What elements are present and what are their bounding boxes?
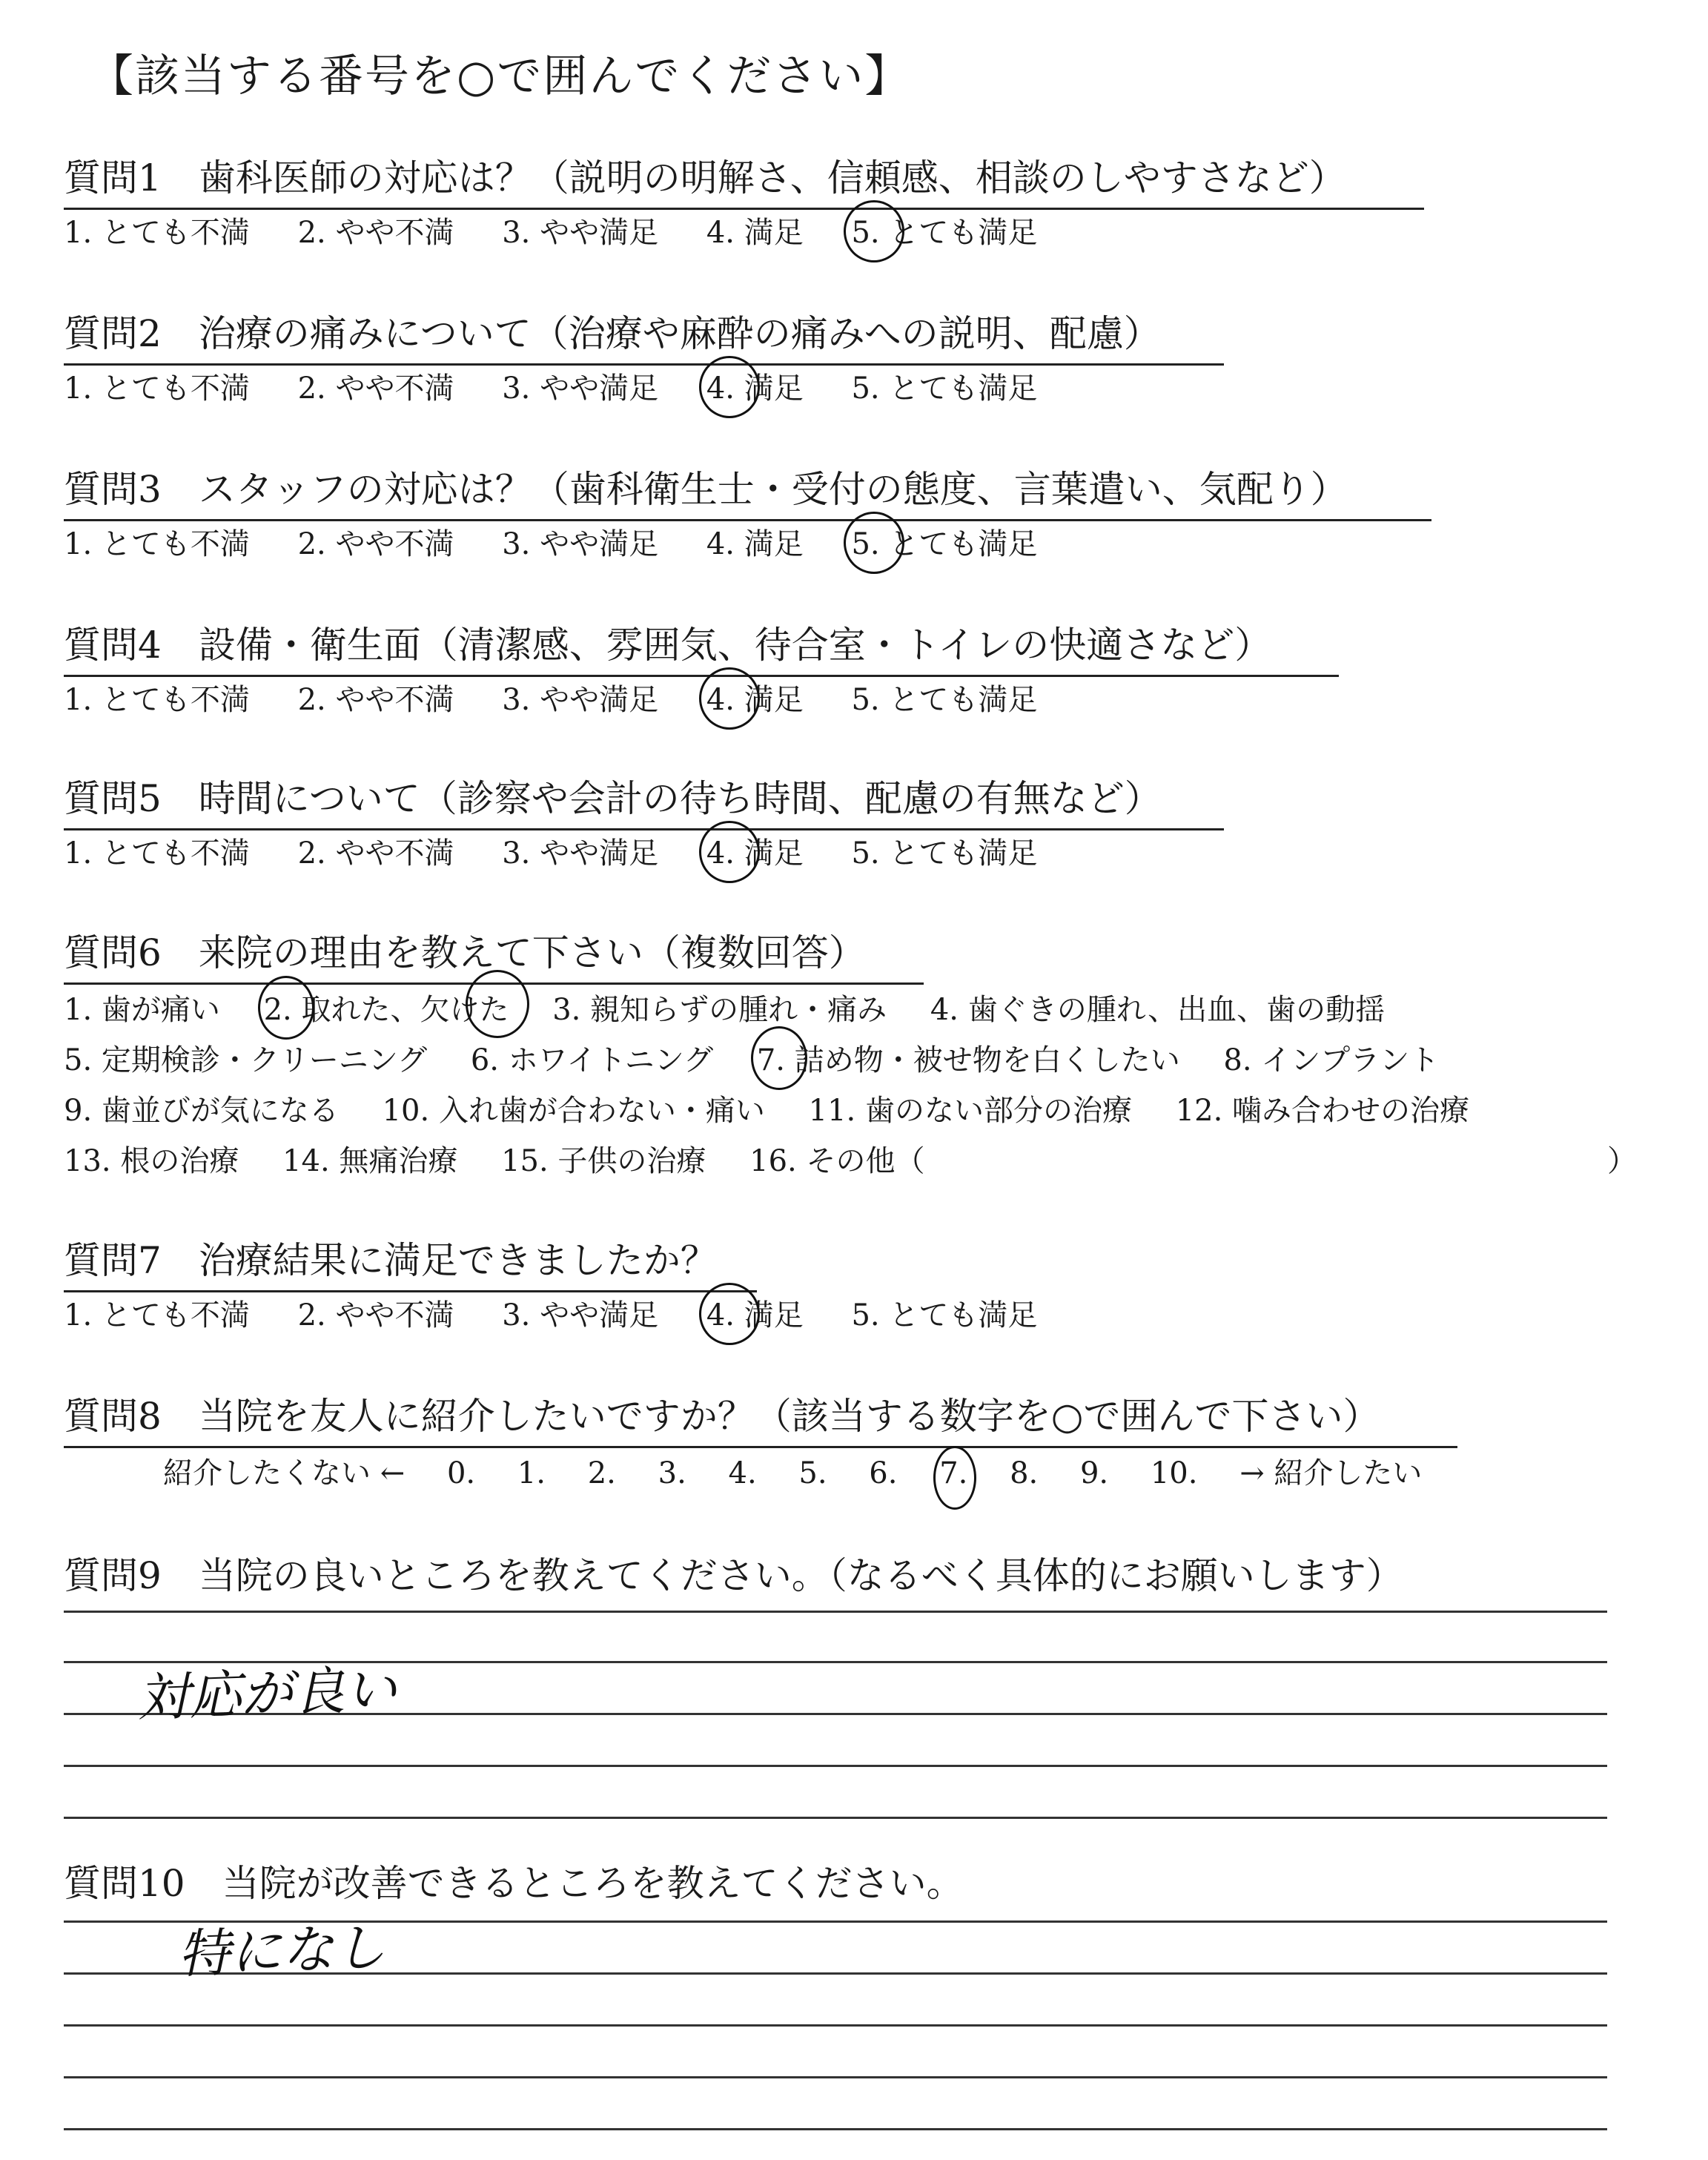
option-1[interactable]: 1. とても不満: [64, 1298, 250, 1332]
option-5[interactable]: 5. とても満足: [851, 683, 1038, 717]
question-text: 治療結果に満足できましたか？: [198, 1239, 718, 1282]
q6-option-5[interactable]: 5. 定期検診・クリーニング: [64, 1043, 428, 1077]
answer-line: [64, 2076, 1607, 2078]
answer-line: [64, 2024, 1607, 2027]
q6-option-2-selected[interactable]: 2. 取れた、欠けた: [264, 986, 509, 1028]
scale-right-label: → 紹介したい: [1239, 1456, 1423, 1490]
q6-option-10[interactable]: 10. 入れ歯が合わない・痛い: [382, 1094, 765, 1128]
option-1[interactable]: 1. とても不満: [64, 216, 250, 250]
question-2: [64, 304, 1224, 366]
question-number: 質問10: [64, 1862, 185, 1905]
q3-options: [64, 521, 1076, 563]
option-4[interactable]: 4. 満足: [706, 527, 804, 561]
option-2[interactable]: 2. やや不満: [297, 683, 454, 717]
other-close-paren: ）: [1607, 1144, 1637, 1178]
q6-option-6[interactable]: 6. ホワイトニング: [470, 1043, 714, 1077]
scale-6[interactable]: 6.: [869, 1456, 898, 1490]
q6-option-1[interactable]: 1. 歯が痛い: [64, 993, 220, 1027]
answer-line: [64, 1765, 1607, 1767]
q6-options-row-4: [64, 1137, 959, 1180]
question-8: [64, 1387, 1457, 1448]
question-text: 来院の理由を教えて下さい（複数回答）: [198, 931, 866, 974]
question-number: 質問8: [64, 1395, 162, 1438]
q6-options-row-3: [64, 1087, 1503, 1129]
q6-option-15[interactable]: 15. 子供の治療: [501, 1144, 706, 1178]
option-4-selected[interactable]: 4. 満足: [706, 676, 804, 719]
question-3: [64, 460, 1431, 521]
q6-option-7-selected[interactable]: 7. 詰め物・被せ物を白くしたい: [757, 1037, 1180, 1079]
q7-options: [64, 1292, 1076, 1334]
question-text: 当院を友人に紹介したいですか？（該当する数字を○で囲んで下さい）: [198, 1395, 1380, 1438]
q4-options: [64, 676, 1076, 719]
question-text: 当院の良いところを教えてください。（なるべく具体的にお願いします）: [198, 1554, 1403, 1597]
scale-2[interactable]: 2.: [587, 1456, 616, 1490]
q6-option-3[interactable]: 3. 親知らずの腫れ・痛み: [552, 993, 887, 1027]
q6-option-4[interactable]: 4. 歯ぐきの腫れ、出血、歯の動揺: [930, 993, 1386, 1027]
question-5: [64, 769, 1224, 830]
q6-option-13[interactable]: 13. 根の治療: [64, 1144, 239, 1178]
option-1[interactable]: 1. とても不満: [64, 527, 250, 561]
scale-4[interactable]: 4.: [728, 1456, 757, 1490]
scale-1[interactable]: 1.: [517, 1456, 546, 1490]
answer-line: [64, 1611, 1607, 1613]
question-7: [64, 1231, 757, 1292]
option-4-selected[interactable]: 4. 満足: [706, 365, 804, 407]
option-2[interactable]: 2. やや不満: [297, 371, 454, 406]
question-number: 質問6: [64, 931, 162, 974]
answer-line: [64, 2128, 1607, 2130]
q6-option-16[interactable]: 16. その他（: [749, 1144, 925, 1178]
scale-0[interactable]: 0.: [446, 1456, 476, 1490]
option-2[interactable]: 2. やや不満: [297, 1298, 454, 1332]
question-number: 質問5: [64, 777, 162, 820]
question-number: 質問9: [64, 1554, 162, 1597]
q6-option-12[interactable]: 12. 噛み合わせの治療: [1175, 1094, 1470, 1128]
scale-8[interactable]: 8.: [1010, 1456, 1039, 1490]
scale-left-label: 紹介したくない ←: [163, 1456, 406, 1490]
q8-scale: [163, 1450, 1454, 1492]
option-5[interactable]: 5. とても満足: [851, 371, 1038, 406]
q10-handwritten-answer[interactable]: 特になし: [176, 1917, 387, 1985]
question-1: [64, 148, 1424, 210]
option-1[interactable]: 1. とても不満: [64, 371, 250, 406]
question-text: 歯科医師の対応は？（説明の明解さ、信頼感、相談のしやすさなど）: [198, 156, 1346, 199]
question-number: 質問3: [64, 468, 162, 511]
q6-options-row-2: [64, 1037, 1473, 1079]
option-4[interactable]: 4. 満足: [706, 216, 804, 250]
option-5-selected[interactable]: 5. とても満足: [851, 521, 1037, 563]
question-9: [64, 1546, 1403, 1605]
scale-5[interactable]: 5.: [798, 1456, 827, 1490]
q5-options: [64, 830, 1076, 872]
question-text: 治療の痛みについて（治療や麻酔の痛みへの説明、配慮）: [198, 312, 1161, 355]
q6-option-8[interactable]: 8. インプラント: [1223, 1043, 1440, 1077]
option-3[interactable]: 3. やや満足: [502, 216, 659, 250]
question-text: 設備・衛生面（清潔感、雰囲気、待合室・トイレの快適さなど）: [198, 624, 1272, 667]
q6-option-11[interactable]: 11. 歯のない部分の治療: [808, 1094, 1132, 1128]
option-4-selected[interactable]: 4. 満足: [706, 1292, 804, 1334]
q9-handwritten-answer[interactable]: 対応が良い: [136, 1658, 398, 1729]
option-3[interactable]: 3. やや満足: [502, 371, 659, 406]
scale-7-selected[interactable]: 7.: [939, 1456, 968, 1490]
question-4: [64, 615, 1339, 677]
scale-3[interactable]: 3.: [658, 1456, 686, 1490]
option-5[interactable]: 5. とても満足: [851, 836, 1038, 871]
handwritten-circle-mark: [466, 970, 529, 1038]
q6-options-row-1: [64, 986, 1419, 1028]
question-text: 時間について（診察や会計の待ち時間、配慮の有無など）: [198, 777, 1162, 820]
question-number: 質問7: [64, 1239, 162, 1282]
option-3[interactable]: 3. やや満足: [502, 683, 659, 717]
option-5-selected[interactable]: 5. とても満足: [851, 209, 1037, 251]
option-1[interactable]: 1. とても不満: [64, 836, 250, 871]
scale-9[interactable]: 9.: [1079, 1456, 1109, 1490]
option-3[interactable]: 3. やや満足: [502, 1298, 659, 1332]
option-4-selected[interactable]: 4. 満足: [706, 830, 804, 872]
option-2[interactable]: 2. やや不満: [297, 527, 454, 561]
scale-10[interactable]: 10.: [1150, 1456, 1198, 1490]
question-text: 当院が改善できるところを教えてください。: [222, 1862, 964, 1905]
option-1[interactable]: 1. とても不満: [64, 683, 250, 717]
answer-line: [64, 1817, 1607, 1819]
question-number: 質問1: [64, 156, 162, 199]
q6-option-9[interactable]: 9. 歯並びが気になる: [64, 1094, 339, 1128]
question-number: 質問2: [64, 312, 162, 355]
q6-option-14[interactable]: 14. 無痛治療: [282, 1144, 458, 1178]
question-text: スタッフの対応は？（歯科衛生士・受付の態度、言葉遣い、気配り）: [198, 468, 1348, 511]
question-number: 質問4: [64, 624, 162, 667]
option-3[interactable]: 3. やや満足: [502, 836, 659, 871]
q1-options: [64, 209, 1076, 251]
option-2[interactable]: 2. やや不満: [297, 216, 454, 250]
option-5[interactable]: 5. とても満足: [851, 1298, 1038, 1332]
option-3[interactable]: 3. やや満足: [502, 527, 659, 561]
q2-options: [64, 365, 1076, 407]
option-2[interactable]: 2. やや不満: [297, 836, 454, 871]
question-10: [64, 1854, 964, 1913]
page-title: 【該当する番号を○で囲んでください】: [89, 50, 911, 102]
